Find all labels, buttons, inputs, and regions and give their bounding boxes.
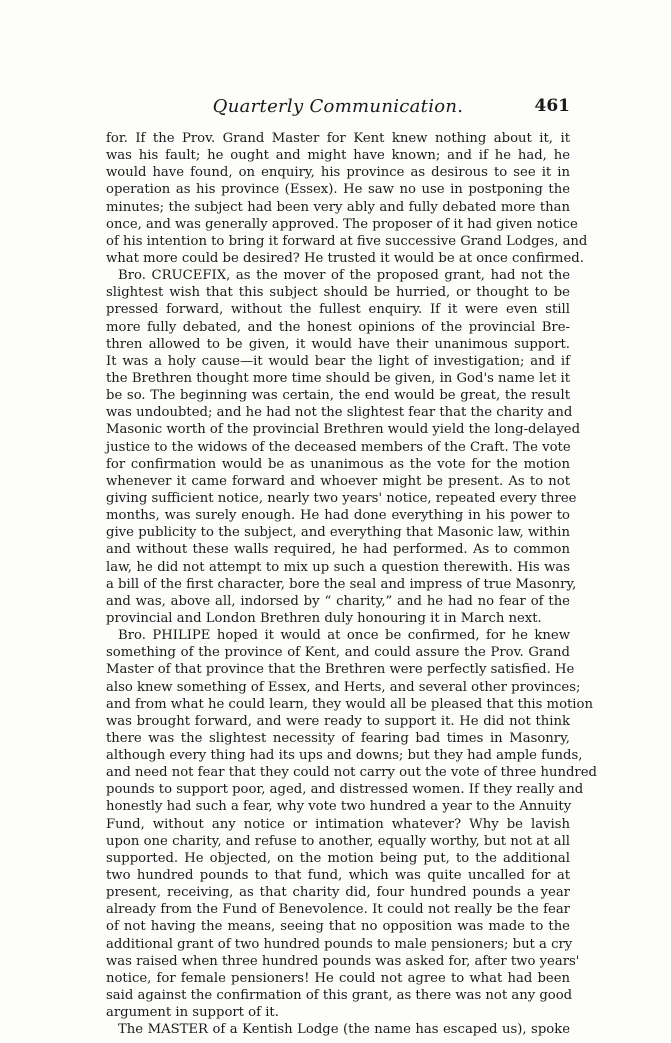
text-line: was raised when three hundred pounds was asked for, after two years' [106, 953, 580, 969]
text-line: and without these walls required, he had performed. As to common [106, 542, 570, 558]
text-line: what more could be desired? He trusted it would be at once confirmed. [106, 250, 584, 266]
text-line: Bro. PHILIPE hoped it would at once be confirmed, for he knew [118, 628, 570, 644]
text-line: argument in support of it. [106, 1005, 279, 1021]
text-line: slightest wish that this subject should be hurried, or thought to be [106, 285, 570, 301]
text-line: months, was surely enough. He had done everything in his power to [106, 508, 570, 524]
text-line: additional grant of two hundred pounds to male pensioners; but a cry [106, 936, 573, 952]
text-line: upon one charity, and refuse to another, equally worthy, but not at all [106, 833, 570, 849]
text-line: Fund, without any notice or intimation whatever? Why be lavish [106, 816, 570, 832]
text-line: notice, for female pensioners! He could not agree to what had been [106, 970, 570, 986]
text-line: The MASTER of a Kentish Lodge (the name has escaped us), spoke [118, 1022, 570, 1038]
text-line: whenever it came forward and whoever might be present. As to not [106, 473, 570, 489]
text-line: already from the Fund of Benevolence. It could not really be the fear [106, 902, 570, 918]
text-line: thren allowed to be given, it would have their unanimous support. [106, 336, 570, 352]
text-line: present, receiving, as that charity did, four hundred pounds a year [106, 885, 570, 901]
running-title: Quarterly Communication. [212, 96, 464, 117]
text-line: Masonic worth of the provincial Brethren would yield the long-delayed [106, 422, 581, 438]
text-line: pounds to support poor, aged, and distressed women. If they really and [106, 782, 584, 798]
text-line: and was, above all, indorsed by “ charity,” and he had no fear of the [106, 593, 570, 609]
text-line: would have found, on enquiry, his province as desirous to see it in [106, 165, 570, 181]
text-line: justice to the widows of the deceased members of the Craft. The vote [106, 439, 571, 455]
text-line: be so. The beginning was certain, the end would be great, the result [106, 388, 570, 404]
text-line: give publicity to the subject, and everything that Masonic law, within [106, 525, 570, 541]
text-line: provincial and London Brethren duly honouring it in March next. [106, 610, 542, 626]
text-line: Bro. CRUCEFIX, as the mover of the proposed grant, had not the [118, 268, 570, 284]
page-number: 461 [534, 96, 570, 116]
text-line: said against the confirmation of this grant, as there was not any good [106, 988, 573, 1004]
text-line: operation as his province (Essex). He saw no use in postponing the [106, 182, 570, 198]
text-line: supported. He objected, on the motion being put, to the additional [106, 850, 570, 866]
text-line: pressed forward, without the fullest enquiry. If it were even still [106, 302, 570, 318]
text-line: was his fault; he ought and might have known; and if he had, he [106, 148, 570, 164]
text-line: once, and was generally approved. The proposer of it had given notice [106, 216, 578, 232]
text-line: honestly had such a fear, why vote two hundred a year to the Annuity [106, 799, 572, 815]
text-line: Master of that province that the Brethren were perfectly satisfied. He [106, 662, 575, 678]
text-line: giving sufficient notice, nearly two years' notice, repeated every three [106, 490, 577, 506]
text-line: It was a holy cause—it would bear the light of investigation; and if [106, 353, 570, 369]
text-line: and from what he could learn, they would all be pleased that this motion [106, 696, 593, 712]
text-line: a bill of the first character, bore the seal and impress of true Masonry, [106, 576, 577, 592]
text-line: was brought forward, and were ready to support it. He did not think [106, 713, 570, 729]
text-line: minutes; the subject had been very ably and fully debated more than [106, 199, 570, 215]
text-line: of his intention to bring it forward at five successive Grand Lodges, and [106, 233, 588, 249]
text-line: there was the slightest necessity of fearing bad times in Masonry, [106, 730, 570, 746]
text-line: two hundred pounds to that fund, which was quite uncalled for at [106, 868, 570, 884]
text-line: was undoubted; and he had not the slightest fear that the charity and [106, 405, 573, 421]
text-line: more fully debated, and the honest opinions of the provincial Bre- [106, 319, 570, 335]
text-line: for confirmation would be as unanimous as the vote for the motion [106, 456, 570, 472]
text-line: for. If the Prov. Grand Master for Kent knew nothing about it, it [106, 131, 570, 146]
text-line: of not having the means, seeing that no opposition was made to the [106, 919, 570, 935]
body-text [106, 130, 597, 1038]
text-line: although every thing had its ups and downs; but they had ample funds, [106, 748, 583, 764]
text-line: the Brethren thought more time should be given, in God's name let it [106, 370, 570, 386]
text-line: something of the province of Kent, and could assure the Prov. Grand [106, 645, 570, 661]
running-head [106, 96, 570, 122]
text-line: also knew something of Essex, and Herts, and several other provinces; [106, 679, 581, 695]
text-line: law, he did not attempt to mix up such a question therewith. His was [106, 559, 570, 575]
text-line: and need not fear that they could not carry out the vote of three hundred [106, 765, 597, 781]
